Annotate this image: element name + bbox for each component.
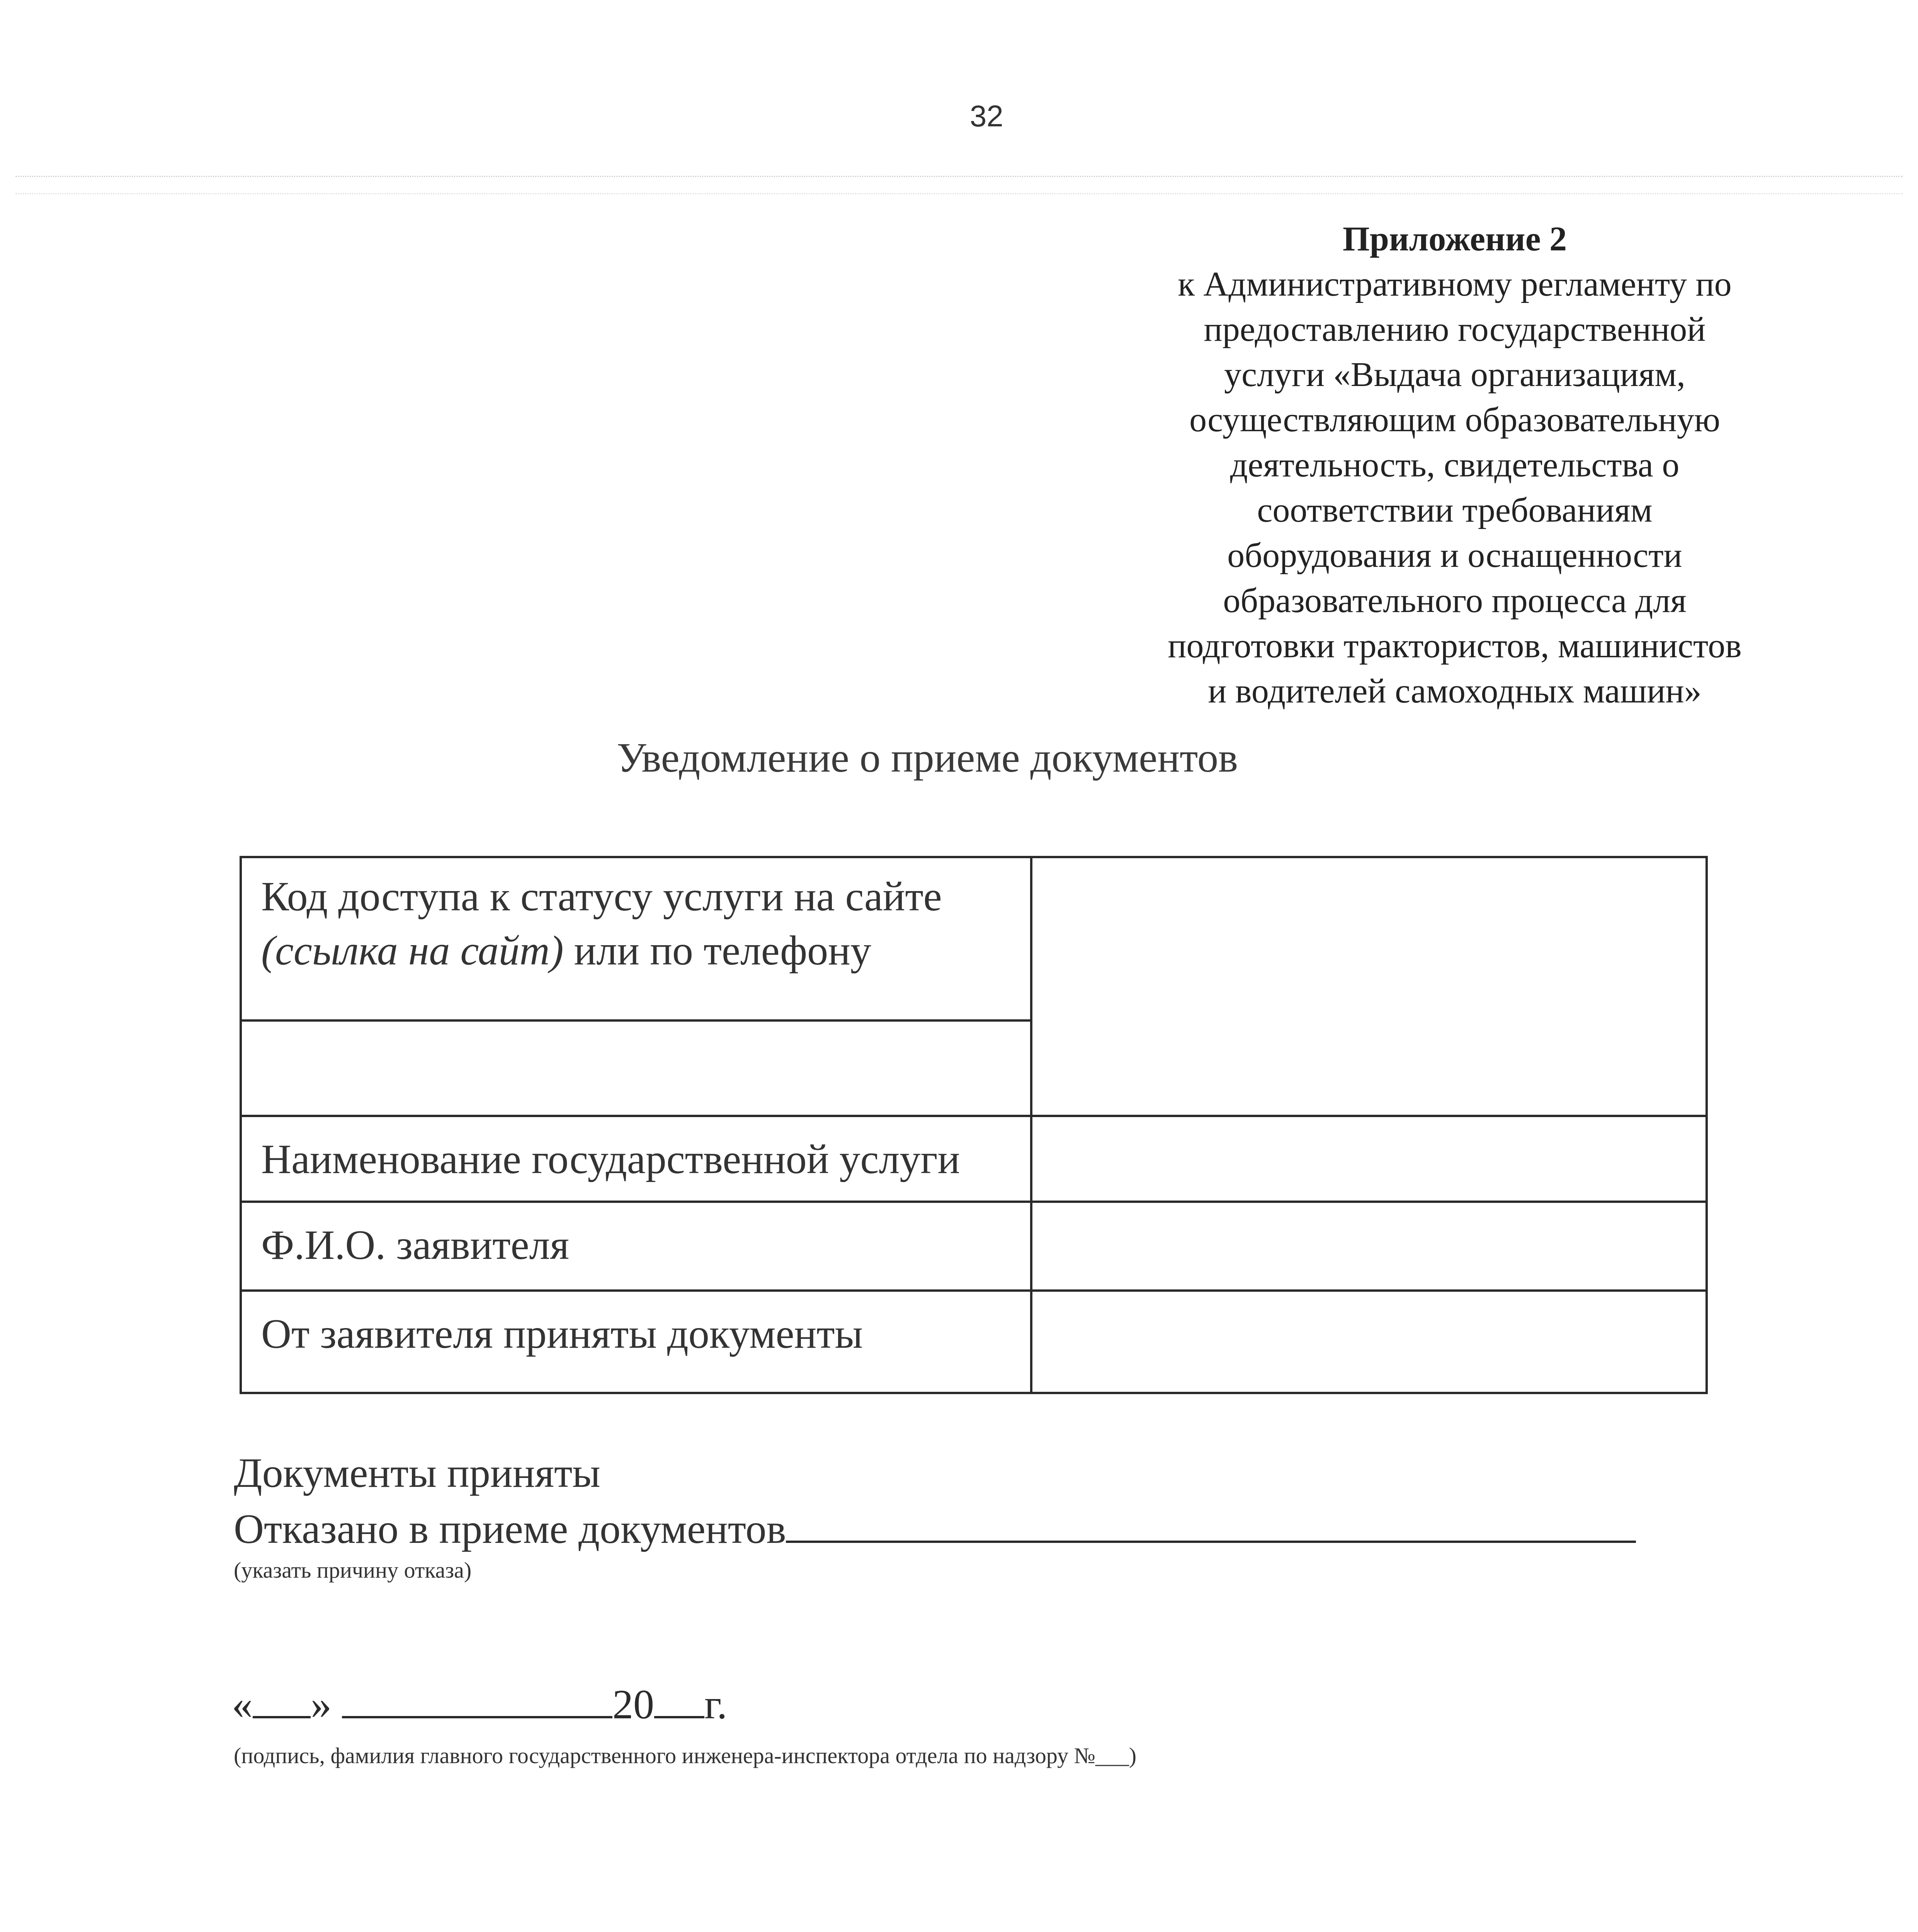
day-blank	[253, 1681, 311, 1718]
close-quote: »	[311, 1682, 332, 1728]
year-blank	[654, 1681, 704, 1718]
rejection-line	[234, 1501, 1636, 1557]
appendix-line: подготовки трактористов, машинистов	[1168, 627, 1742, 665]
year-suffix: г.	[704, 1682, 728, 1728]
access-code-label-tail: или по телефону	[563, 928, 871, 974]
access-code-label	[241, 857, 1031, 1020]
notice-table	[240, 856, 1708, 1394]
page-number: 32	[970, 99, 1003, 133]
documents-accepted-value	[1031, 1291, 1707, 1393]
appendix-line: услуги «Выдача организациям,	[1224, 355, 1685, 394]
appendix-line: предоставлению государственной	[1204, 310, 1706, 349]
applicant-name-label: Ф.И.О. заявителя	[241, 1202, 1031, 1291]
scan-divider	[15, 193, 1903, 194]
appendix-heading: Приложение 2	[1342, 220, 1567, 258]
service-name-value	[1031, 1116, 1707, 1202]
documents-accepted-text: Документы приняты	[234, 1450, 600, 1496]
open-quote: «	[232, 1682, 253, 1728]
signature-note: (подпись, фамилия главного государственного инженера-инспектора отдела по надзору №___)	[234, 1743, 1137, 1768]
documents-accepted-label: От заявителя приняты документы	[241, 1291, 1031, 1393]
appendix-line: соответствии требованиям	[1257, 491, 1653, 529]
month-blank	[342, 1681, 612, 1718]
form-title: Уведомление о приеме документов	[617, 735, 1238, 781]
appendix-line: и водителей самоходных машин»	[1208, 672, 1702, 710]
appendix-line: деятельность, свидетельства о	[1230, 446, 1680, 484]
site-link-placeholder: (ссылка на сайт)	[261, 928, 564, 974]
access-code-label-line1: Код доступа к статусу услуги на сайте	[261, 874, 942, 920]
appendix-line: оборудования и оснащенности	[1227, 536, 1682, 575]
access-code-value	[1031, 857, 1707, 1116]
scan-divider	[15, 176, 1903, 177]
year-prefix: 20	[612, 1682, 654, 1728]
date-line	[232, 1681, 727, 1729]
appendix-line: к Административному регламенту по	[1178, 265, 1732, 303]
rejection-reason-blank	[786, 1504, 1636, 1543]
rejection-reason-note: (указать причину отказа)	[234, 1558, 472, 1583]
service-name-label: Наименование государственной услуги	[241, 1116, 1031, 1202]
appendix-block	[1113, 216, 1797, 714]
appendix-line: образовательного процесса для	[1223, 582, 1687, 620]
access-code-extra	[241, 1020, 1031, 1116]
applicant-name-value	[1031, 1202, 1707, 1291]
rejection-text: Отказано в приеме документов	[234, 1506, 786, 1552]
appendix-line: осуществляющим образовательную	[1189, 401, 1720, 439]
